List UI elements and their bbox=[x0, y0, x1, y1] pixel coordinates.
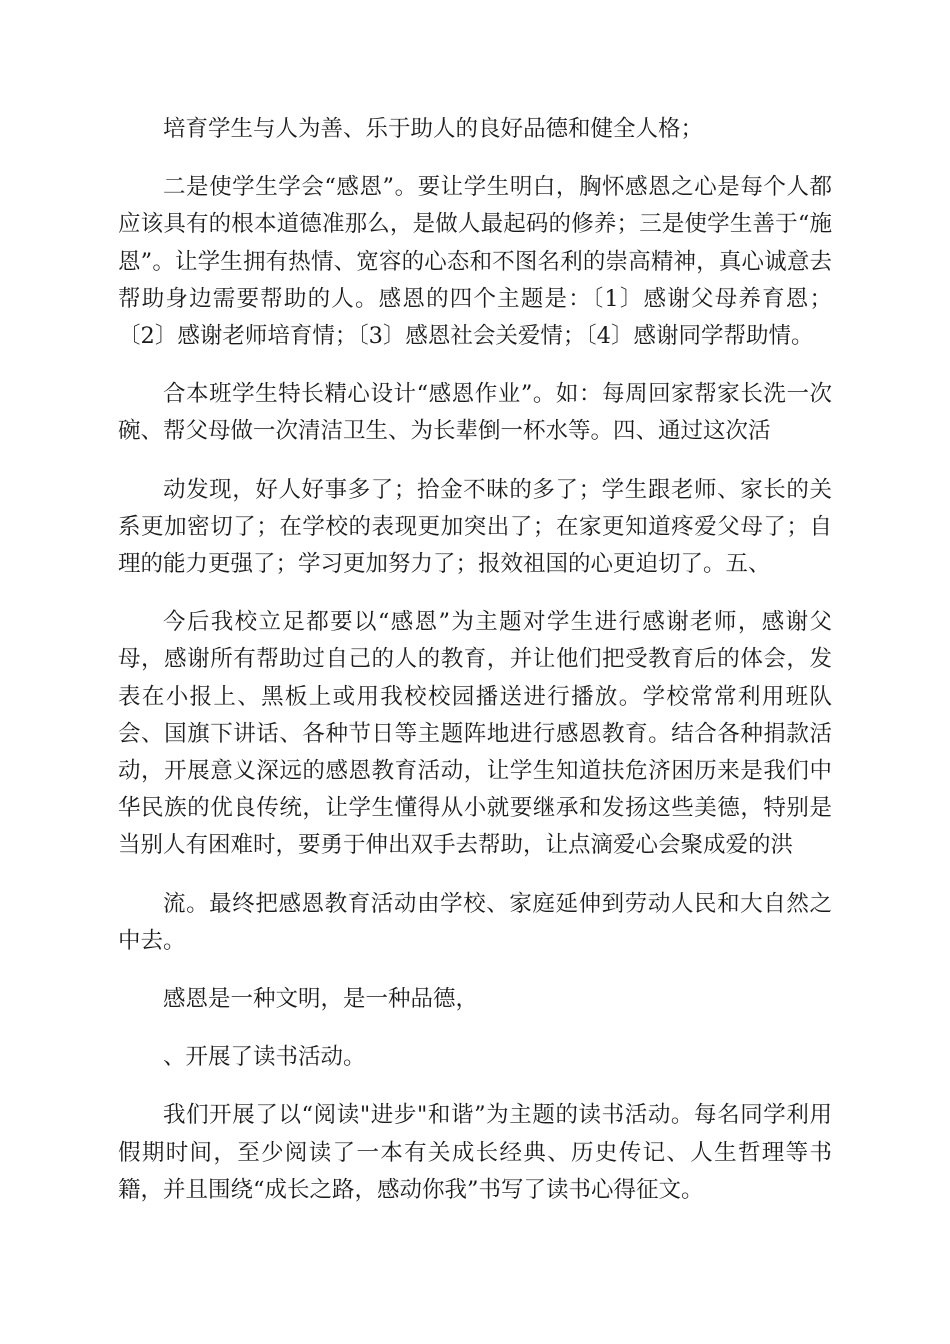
paragraph-8: 、开展了读书活动。 bbox=[163, 1044, 366, 1071]
paragraph-1: 培育学生与人为善、乐于助人的良好品德和健全人格； bbox=[163, 116, 704, 142]
paragraph-7: 感恩是一种文明，是一种品德， bbox=[163, 986, 479, 1013]
paragraph-3: 合本班学生特长精心设计“感恩作业”。如：每周回家帮家长洗一次碗、帮父母做一次清洁卫生、为长辈倒一杯水等。四、通过这次活 bbox=[118, 381, 832, 445]
paragraph-4: 动发现，好人好事多了；拾金不昧的多了；学生跟老师、家长的关系更加密切了；在学校的表现更加突出了；在家更知道疼爱父母了；自理的能力更强了；学习更加努力了；报效祖国的心更迫切了。五、 bbox=[118, 476, 832, 578]
paragraph-2: 二是使学生学会“感恩”。要让学生明白，胸怀感恩之心是每个人都应该具有的根本道德准那么，是做人最起码的修养；三是使学生善于“施恩”。让学生拥有热情、宽容的心态和不图名利的崇高精神，真心诚意去帮助身边需要帮助的人。感恩的四个主题是：〔1〕感谢父母养育恩；〔2〕感谢老师培育情；〔3〕感恩社会关爱情；〔4〕感谢同学帮助情。 bbox=[118, 174, 832, 350]
paragraph-6: 流。最终把感恩教育活动由学校、家庭延伸到劳动人民和大自然之中去。 bbox=[118, 890, 832, 954]
paragraph-9: 我们开展了以“阅读"进步"和谐”为主题的读书活动。每名同学利用假期时间，至少阅读了一本有关成长经典、历史传记、人生哲理等书籍，并且围绕“成长之路，感动你我”书写了读书心得征文。 bbox=[118, 1102, 832, 1203]
paragraph-5: 今后我校立足都要以“感恩”为主题对学生进行感谢老师，感谢父母，感谢所有帮助过自己的人的教育，并让他们把受教育后的体会，发表在小报上、黑板上或用我校校园播送进行播放。学校常常利用班队会、国旗下讲话、各种节日等主题阵地进行感恩教育。结合各种捐款活动，开展意义深远的感恩教育活动，让学生知道扶危济困历来是我们中华民族的优良传统，让学生懂得从小就要继承和发扬这些美德，特别是当别人有困难时，要勇于伸出双手去帮助，让点滴爱心会聚成爱的洪 bbox=[118, 609, 832, 859]
